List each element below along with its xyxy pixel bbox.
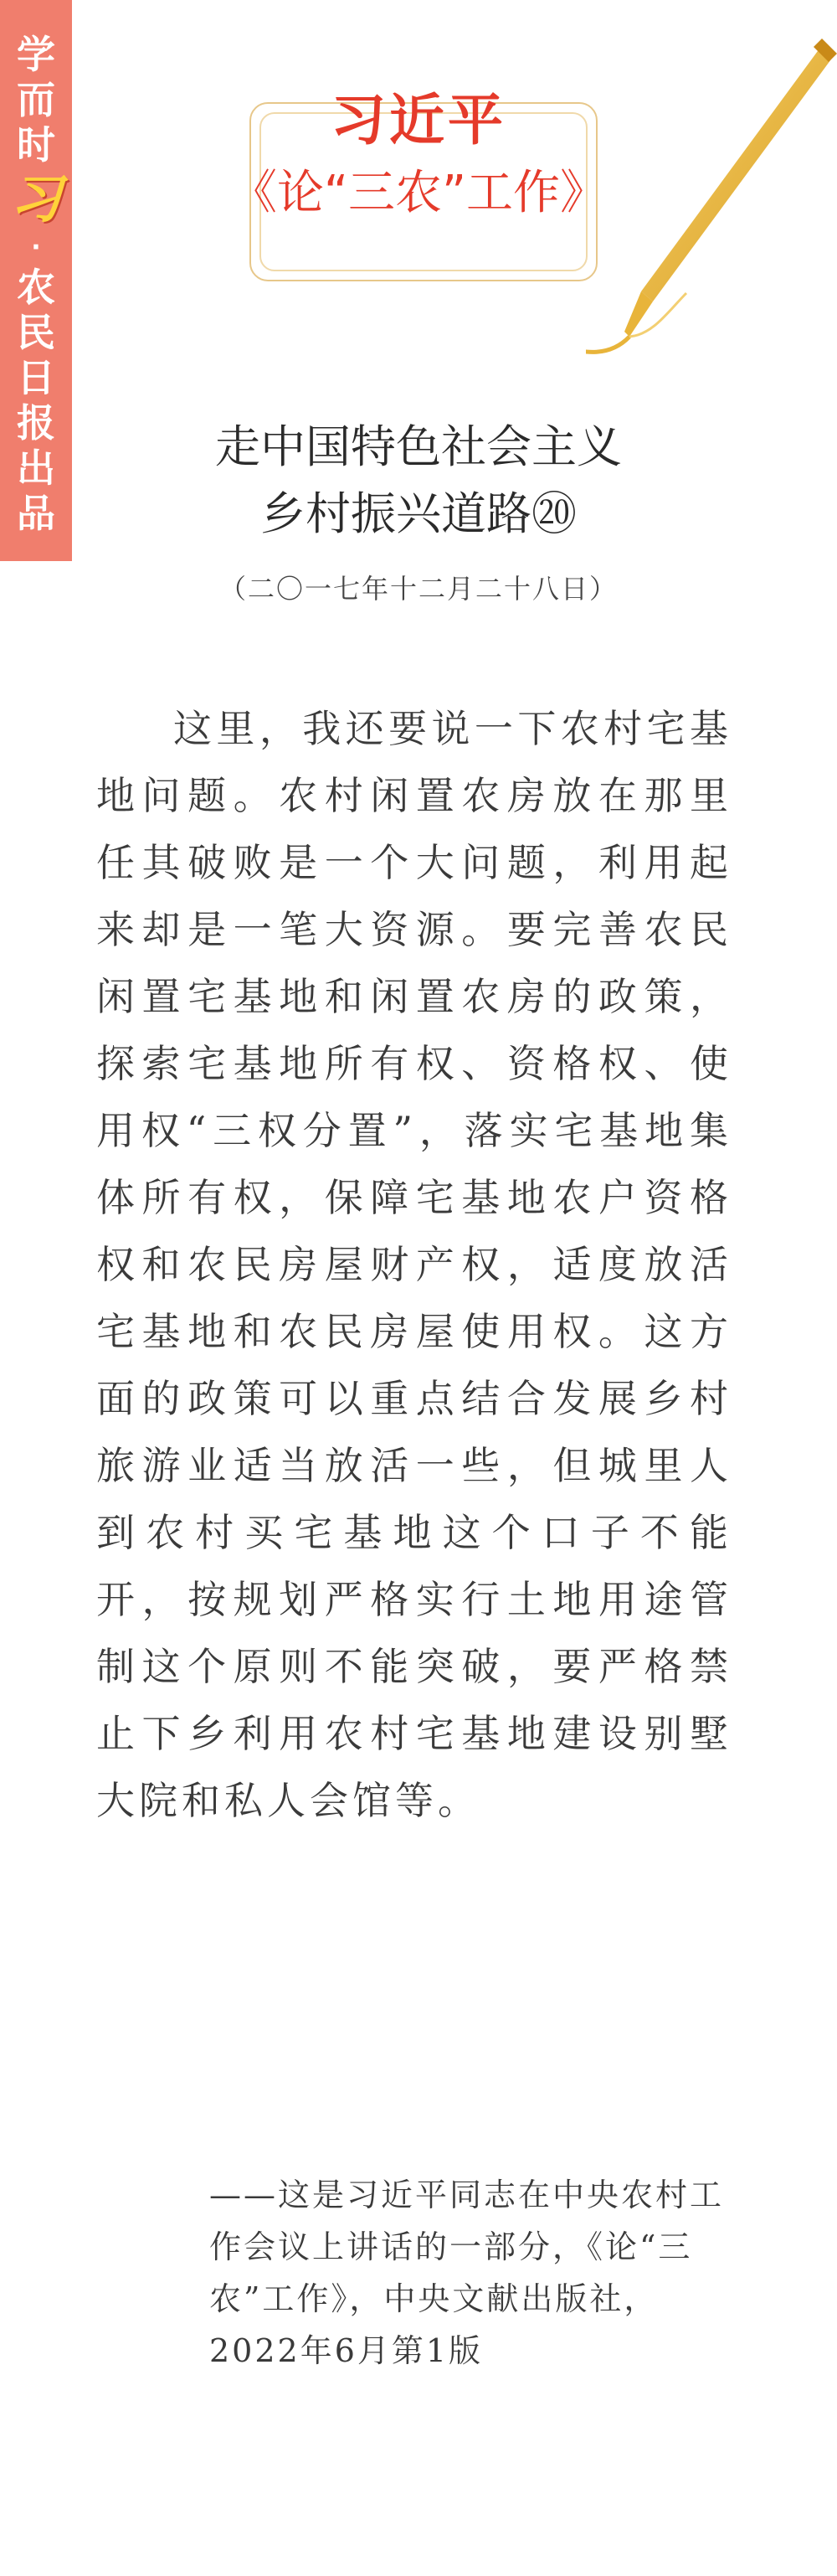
side-tab-char: 品 (17, 491, 55, 536)
side-tab-char: 报 (17, 400, 55, 446)
article-body (96, 695, 732, 1834)
article-date: （二〇一七年十二月二十八日） (218, 573, 618, 605)
side-tab-char: 而 (17, 77, 55, 122)
side-tab-char: 学 (17, 32, 55, 77)
article-title-line2: 乡村振兴道路⑳ (260, 487, 577, 540)
article-title (0, 414, 837, 548)
side-tab-char: 出 (17, 446, 55, 491)
side-tab-char: 时 (17, 122, 55, 167)
body-paragraph: 这里，我还要说一下农村宅基地问题。农村闲置农房放在那里任其破败是一个大问题，利用起来却是一笔大资源。要完善农民闲置宅基地和闲置农房的政策，探索宅基地所有权、资格权、使用权“三权分置”，落实宅基地集体所有权，保障宅基地农户资格权和农民房屋财产权，适度放活宅基地和农民房屋使用权。这方面的政策可以重点结合发展乡村旅游业适当放活一些，但城里人到农村买宅基地这个口子不能开，按规划严格实行土地用途管制这个原则不能突破，要严格禁止下乡利用农村宅基地建设别墅大院和私人会馆等。 (96, 706, 732, 1823)
fountain-pen-icon (586, 25, 837, 377)
side-tab-char: 农 (17, 265, 55, 310)
side-tab-char: 日 (17, 355, 55, 400)
side-tab-dot: · (31, 233, 41, 262)
side-tab-char: 民 (17, 310, 55, 355)
book-title: 《论“三农”工作》 (229, 166, 608, 220)
page-title: 习近平 (331, 88, 506, 152)
source-text: ——这是习近平同志在中央农村工作会议上讲话的一部分，《论“三农”工作》，中央文献出版社，2022年6月第1版 (209, 2177, 725, 2369)
source-citation (209, 2169, 745, 2377)
side-tab-xi-char: 习 (9, 168, 62, 229)
article-title-line1: 走中国特色社会主义 (215, 420, 622, 473)
